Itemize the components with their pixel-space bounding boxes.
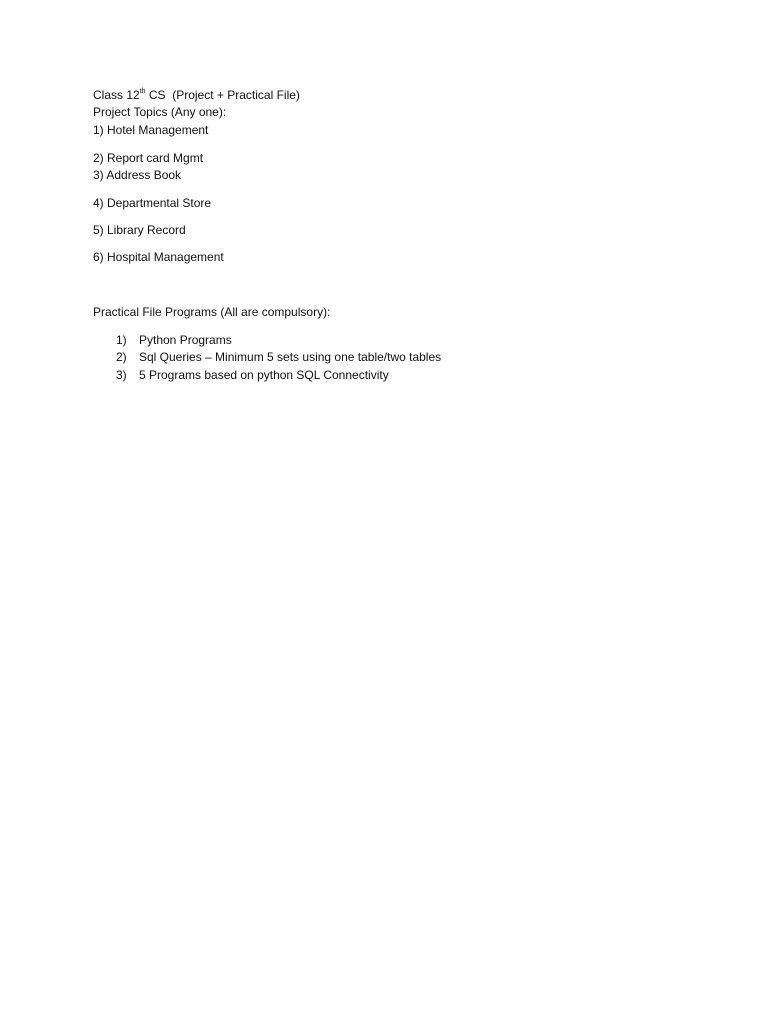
- list-text: Sql Queries – Minimum 5 sets using one table/two tables: [139, 350, 442, 364]
- practical-list-item: [116, 332, 232, 349]
- list-number: 3): [116, 368, 127, 382]
- list-text: 5 Programs based on python SQL Connectivity: [139, 368, 389, 382]
- project-topics-heading: Project Topics (Any one):: [93, 105, 227, 119]
- project-topic-item: 6) Hospital Management: [93, 250, 224, 264]
- title-prefix: Class 12: [93, 88, 140, 102]
- practical-list-item: [116, 349, 441, 366]
- project-topic-item: 2) Report card Mgmt: [93, 151, 204, 165]
- title-suffix: CS (Project + Practical File): [145, 88, 300, 102]
- list-number: 2): [116, 350, 127, 364]
- practical-list-item: [116, 367, 389, 384]
- project-topic-item: 5) Library Record: [93, 223, 186, 237]
- project-topic-item: 4) Departmental Store: [93, 196, 212, 210]
- list-text: Python Programs: [139, 333, 232, 347]
- project-topic-item: 3) Address Book: [93, 168, 182, 182]
- practical-file-heading: Practical File Programs (All are compulsory):: [93, 305, 331, 319]
- title-superscript: th: [139, 88, 146, 95]
- list-number: 1): [116, 333, 127, 347]
- project-topic-item: 1) Hotel Management: [93, 123, 209, 137]
- document-title: [93, 87, 300, 104]
